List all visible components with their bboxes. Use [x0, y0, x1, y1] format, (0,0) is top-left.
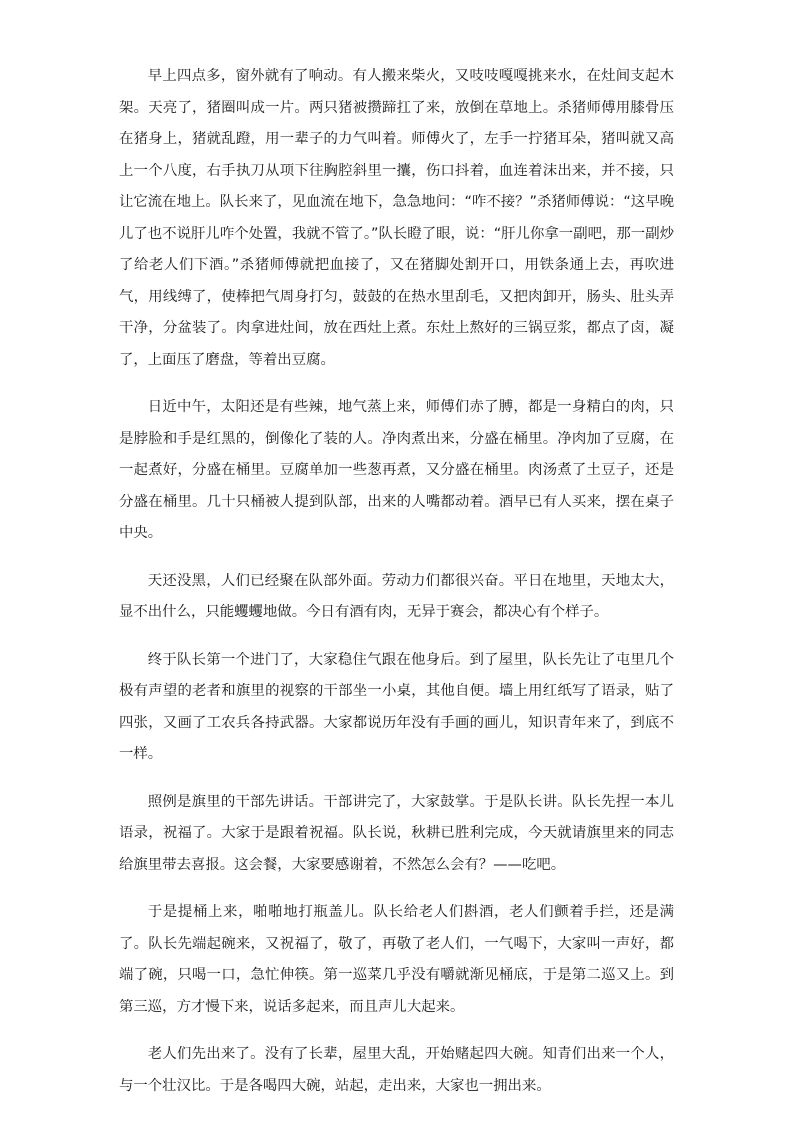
paragraph-3: 天还没黑，人们已经聚在队部外面。劳动力们都很兴奋。平日在地里，天地太大，显不出什么，只能蠼蠼地做。今日有酒有肉，无异于赛会，都决心有个样子。 — [119, 572, 674, 620]
paragraph-5: 照例是旗里的干部先讲话。干部讲完了，大家鼓掌。于是队长讲。队长先捏一本儿语录，祝福了。大家于是跟着祝福。队长说，秋耕已胜利完成，今天就请旗里来的同志给旗里带去喜报。这会餐，大家要感谢着，不然怎么会有？——吃吧。 — [119, 793, 674, 873]
paragraph-7: 老人们先出来了。没有了长辈，屋里大乱，开始赌起四大碗。知青们出来一个人，与一个壮汉比。于是各喝四大碗，站起，走出来，大家也一拥出来。 — [119, 1046, 674, 1094]
paragraph-2: 日近中午，太阳还是有些辣，地气蒸上来，师傅们赤了膊，都是一身精白的肉，只是脖脸和手是红黑的，倒像化了装的人。净肉煮出来，分盛在桶里。净肉加了豆腐，在一起煮好，分盛在桶里。豆腐单加一些葱再煮，又分盛在桶里。肉汤煮了土豆子，还是分盛在桶里。几十只桶被人提到队部，出来的人嘴都动着。酒早已有人买来，摆在桌子中央。 — [119, 399, 674, 541]
paragraph-4: 终于队长第一个进门了，大家稳住气跟在他身后。到了屋里，队长先让了屯里几个极有声望的老者和旗里的视察的干部坐一小桌，其他自便。墙上用红纸写了语录，贴了四张，又画了工农兵各持武器。大家都说历年没有手画的画儿，知识青年来了，到底不一样。 — [119, 651, 674, 762]
paragraph-6: 于是提桶上来，啪啪地打瓶盖儿。队长给老人们斟酒，老人们颤着手拦，还是满了。队长先端起碗来，又祝福了，敬了，再敬了老人们，一气喝下，大家叫一声好，都端了碗，只喝一口，急忙伸筷。第一巡菜几乎没有嚼就渐见桶底，于是第二巡又上。到第三巡，方才慢下来，说话多起来，而且声儿大起来。 — [119, 904, 674, 1015]
document-body — [119, 61, 674, 1102]
paragraph-1: 早上四点多，窗外就有了响动。有人搬来柴火，又吱吱嘎嘎挑来水，在灶间支起木架。天亮了，猪圈叫成一片。两只猪被攒蹄扛了来，放倒在草地上。杀猪师傅用膝骨压在猪身上，猪就乱蹬，用一辈子的力气叫着。师傅火了，左手一拧猪耳朵，猪叫就又高上一个八度，右手执刀从项下往胸腔斜里一攮，伤口抖着，血连着沫出来，并不接，只让它流在地上。队长来了，见血流在地下，急急地问：“咋不接？”杀猪师傅说：“这早晚儿了也不说肝儿咋个处置，我就不管了。”队长瞪了眼，说：“肝儿你拿一副吧，那一副炒了给老人们下酒。”杀猪师傅就把血接了，又在猪脚处割开口，用铁条通上去，再吹进气，用线缚了，使棒把气周身打匀，鼓鼓的在热水里刮毛，又把肉卸开，肠头、肚头弄干净，分盆装了。肉拿进灶间，放在西灶上煮。东灶上熬好的三锅豆浆，都点了卤，凝了，上面压了磨盘，等着出豆腐。 — [119, 68, 674, 368]
